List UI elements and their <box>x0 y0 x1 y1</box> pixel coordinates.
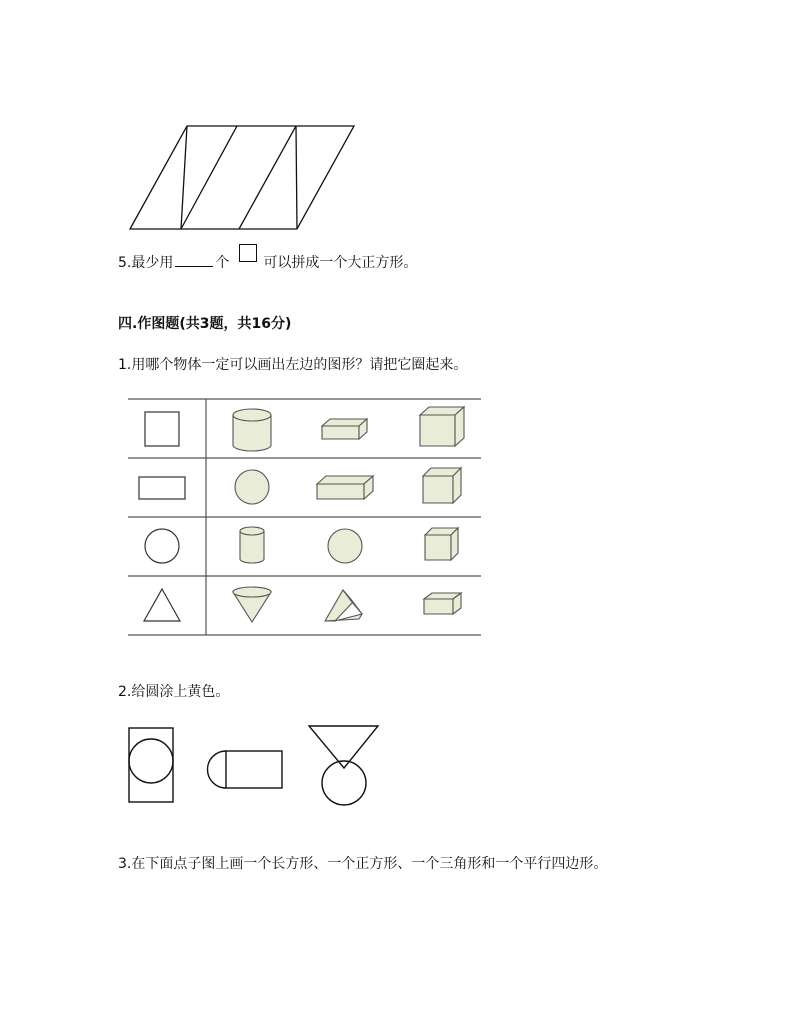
question-3: 3.在下面点子图上画一个长方形、一个正方形、一个三角形和一个平行四边形。 <box>118 856 608 872</box>
q5-suffix: 可以拼成一个大正方形。 <box>263 255 418 271</box>
triangular-prism-option[interactable] <box>325 590 362 621</box>
cube-option[interactable] <box>423 468 461 503</box>
composite-shapes <box>0 720 794 820</box>
shapes-table <box>0 390 794 640</box>
rectangle-shape <box>139 477 185 499</box>
square-shape <box>145 412 179 446</box>
divider-line-3 <box>239 126 296 229</box>
divider-line-2 <box>181 126 237 229</box>
cone-option[interactable] <box>233 587 271 622</box>
cylinder-option[interactable] <box>233 409 271 451</box>
cube-option[interactable] <box>420 407 464 446</box>
cube-option[interactable] <box>425 528 458 560</box>
long-box-option[interactable] <box>317 476 373 499</box>
sphere-option[interactable] <box>235 470 269 504</box>
divider-line-1 <box>181 126 187 229</box>
question-2: 2.给圆涂上黄色。 <box>118 684 230 700</box>
small-square-icon <box>239 244 257 262</box>
cylinder-option[interactable] <box>240 527 264 563</box>
triangle-with-circle <box>309 726 378 805</box>
flat-box-option[interactable] <box>322 419 367 439</box>
divider-line-4 <box>296 126 297 229</box>
q5-prefix: 5.最少用 <box>118 255 174 271</box>
semicircle-with-rect <box>208 751 283 788</box>
section-heading: 四.作图题(共3题，共16分) <box>118 316 292 332</box>
small-box-option[interactable] <box>424 593 461 614</box>
semicircle-part <box>208 751 227 788</box>
question-5 <box>118 250 417 272</box>
question-1: 1.用哪个物体一定可以画出左边的图形？请把它圈起来。 <box>118 357 468 373</box>
sphere-option[interactable] <box>328 529 362 563</box>
parallelogram-figure <box>0 0 794 240</box>
circle-to-color[interactable] <box>129 739 173 783</box>
triangle-shape <box>144 589 180 621</box>
circle-shape <box>145 529 179 563</box>
rect-with-circle <box>129 728 173 802</box>
answer-blank[interactable] <box>175 254 213 267</box>
q5-unit: 个 <box>215 255 230 271</box>
parallelogram-outline <box>130 126 354 229</box>
